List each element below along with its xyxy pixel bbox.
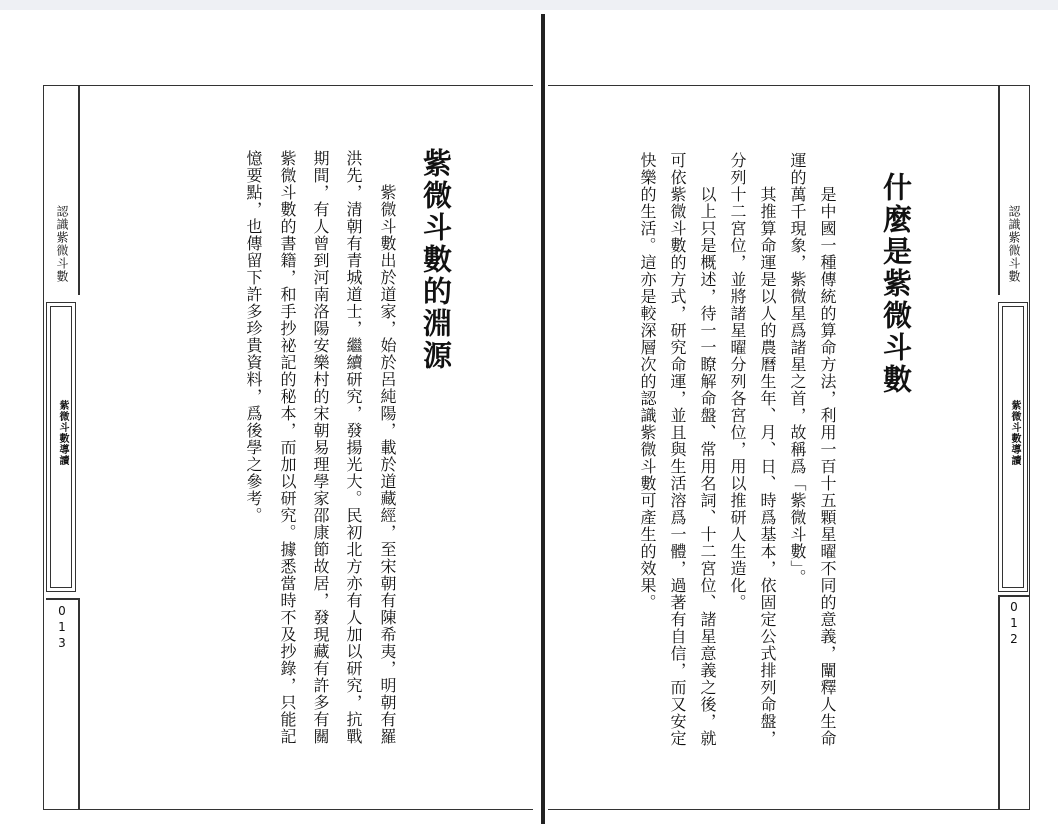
page-number: 013 xyxy=(55,604,69,652)
page-number-rule xyxy=(998,595,1030,597)
section-heading: 什麼是紫微斗數 xyxy=(879,172,913,396)
section-heading: 紫微斗數的淵源 xyxy=(419,148,453,372)
text-column: 洪先，清朝有青城道士，繼續研究，發揚光大。民初北方亦有人加以研究，抗戰 xyxy=(344,150,363,745)
text-column: 紫微斗數的書籍，和手抄祕記的秘本，而加以研究。據悉當時不及抄錄，只能記 xyxy=(278,150,297,745)
text-column: 憶要點，也傳留下許多珍貴資料，爲後學之參考。 xyxy=(244,150,263,524)
text-column: 紫微斗數出於道家，始於呂純陽，載於道藏經，至宋朝有陳希夷，明朝有羅 xyxy=(378,184,397,745)
section-tab-label: 紫微斗數導讀 xyxy=(57,400,68,466)
text-column: 分列十二宮位，並將諸星曜分列各宮位，用以推研人生造化。 xyxy=(728,152,747,611)
text-column: 是中國一種傳統的算命方法，利用一百十五顆星曜不同的意義，闡釋人生命 xyxy=(818,186,837,747)
text-column: 期間，有人曾到河南洛陽安樂村的宋朝易理學家邵康節故居，發現藏有許多有關 xyxy=(311,150,330,745)
text-column: 可依紫微斗數的方式，研究命運，並且與生活溶爲一體，過著有自信，而又安定 xyxy=(668,152,687,747)
margin-rule xyxy=(78,85,80,295)
margin-rule xyxy=(78,598,80,810)
margin-rule xyxy=(998,595,1000,810)
text-column: 其推算命運是以人的農曆生年、月、日、時爲基本，依固定公式排列命盤， xyxy=(758,186,777,747)
book-spine xyxy=(541,14,545,824)
page-number-rule xyxy=(46,598,78,600)
section-tab-label: 紫微斗數導讀 xyxy=(1009,400,1020,466)
page-number: 012 xyxy=(1007,600,1021,648)
text-column: 運的萬千現象，紫微星爲諸星之首，故稱爲「紫微斗數」。 xyxy=(788,152,807,586)
text-column: 快樂的生活。這亦是較深層次的認識紫微斗數可產生的效果。 xyxy=(638,152,657,611)
margin-rule xyxy=(998,85,1000,295)
text-column: 以上只是概述，待一一瞭解命盤、常用名詞、十二宮位、諸星意義之後，就 xyxy=(698,186,717,747)
series-title: 認識紫微斗數 xyxy=(55,205,69,283)
viewer-top-bar xyxy=(0,0,1058,10)
series-title: 認識紫微斗數 xyxy=(1007,205,1021,283)
